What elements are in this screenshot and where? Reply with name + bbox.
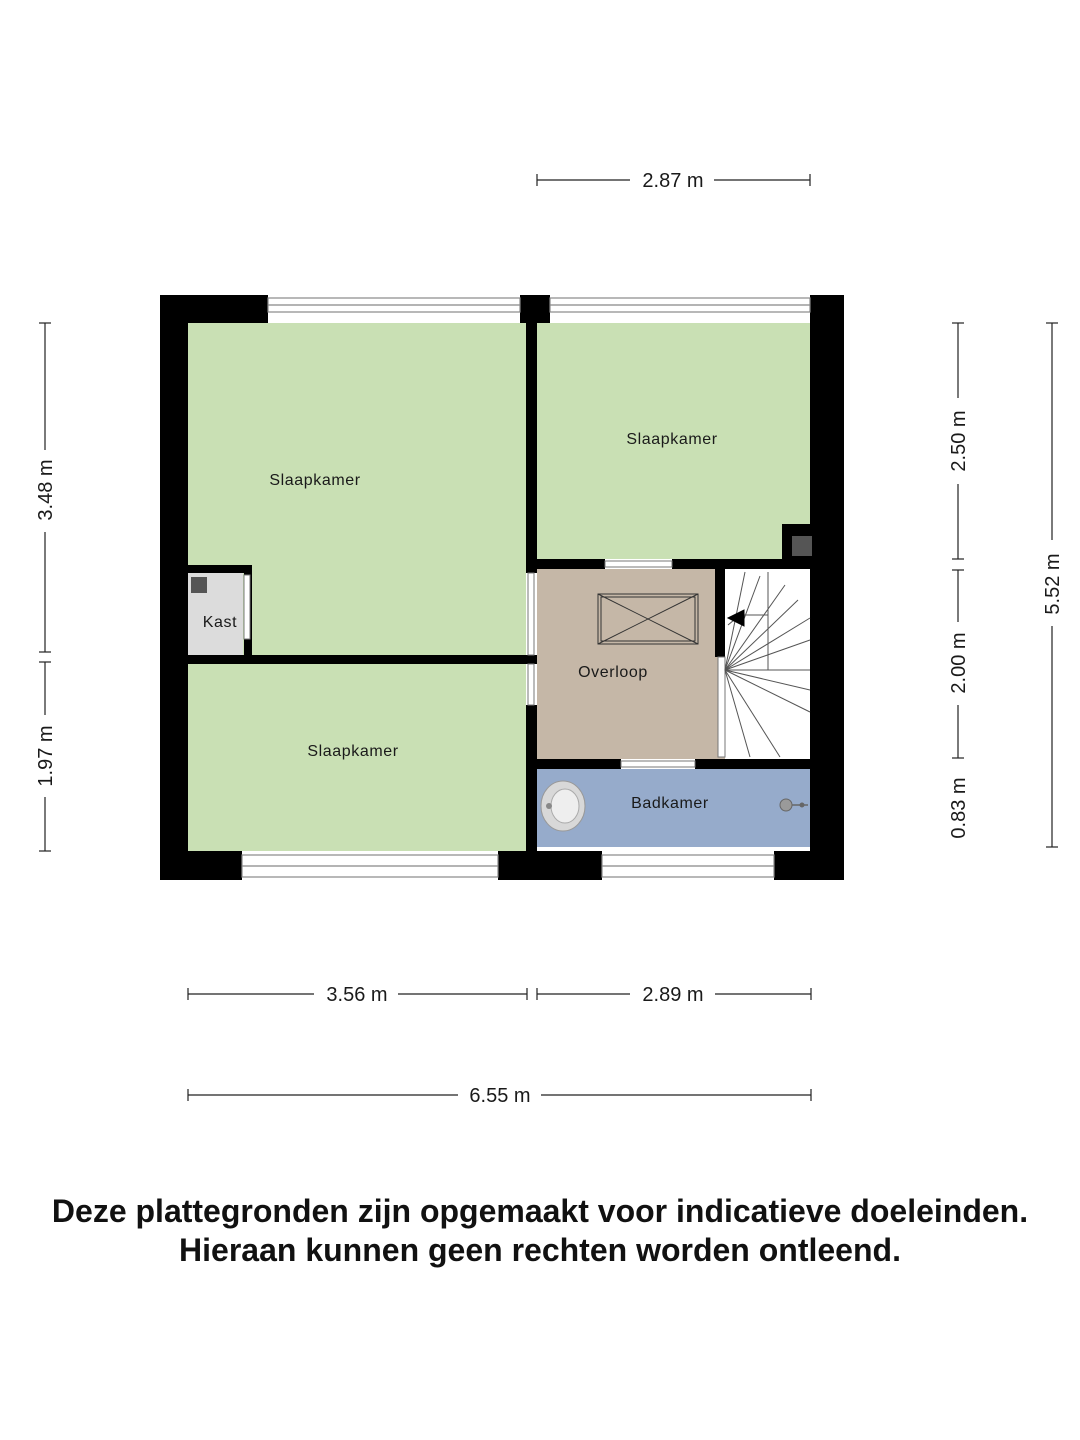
dim-bottom-left: 3.56 m <box>326 984 388 1006</box>
room-label-bathroom: Badkamer <box>631 795 709 812</box>
dim-bottom-total: 6.55 m <box>469 1085 531 1107</box>
dim-top: 2.87 m <box>642 170 704 192</box>
dim-right-total: 5.52 m <box>1042 553 1064 615</box>
dim-left-upper: 3.48 m <box>35 459 57 521</box>
sink-icon <box>541 781 585 831</box>
dim-right-inner-top: 2.50 m <box>948 410 970 472</box>
room-label-closet: Kast <box>202 614 238 631</box>
room-label-bedroom-bottom: Slaapkamer <box>307 743 399 760</box>
dim-right-inner-bottom: 0.83 m <box>948 777 970 839</box>
dim-right-inner-mid: 2.00 m <box>948 632 970 694</box>
shaft-closet <box>191 577 207 593</box>
disclaimer-line-2: Hieraan kunnen geen rechten worden ontleend. <box>179 1232 901 1268</box>
disclaimer-line-1: Deze plattegronden zijn opgemaakt voor indicatieve doeleinden. <box>51 1193 1029 1229</box>
room-label-bedroom-large: Slaapkamer <box>269 472 361 489</box>
dim-left-lower: 1.97 m <box>35 725 57 787</box>
dim-bottom-right: 2.89 m <box>642 984 704 1006</box>
shaft-right <box>792 536 812 556</box>
room-label-landing: Overloop <box>578 664 648 681</box>
room-label-bedroom-right: Slaapkamer <box>626 431 718 448</box>
